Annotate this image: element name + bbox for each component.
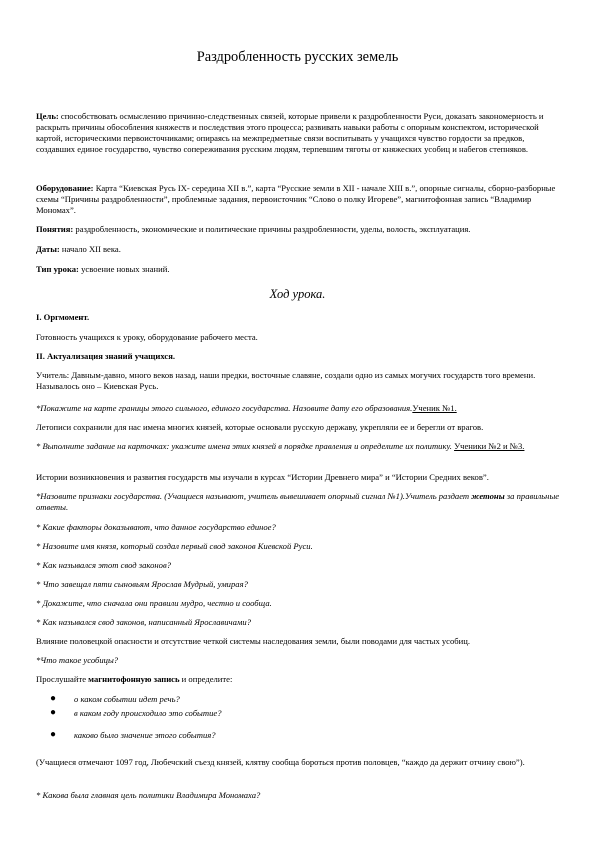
goal-label: Цель: — [36, 111, 59, 121]
lyubech-paragraph: (Учащиеся отмечают 1097 год, Любечский съезд князей, клятву сообща бороться против половцев, “каждо да держит отчину свою”). — [36, 757, 525, 767]
page-title: Раздробленность русских земель — [196, 49, 399, 65]
map-task-paragraph — [36, 403, 561, 414]
students-2-3-label: Ученики №2 и №3. — [454, 441, 525, 451]
chronicles-paragraph: Летописи сохранили для нас имена многих князей, которые основали русскую державу, укрепляли ее и берегли от врагов. — [36, 422, 484, 432]
question-5: * Докажите, что сначала они правили мудро, честно и сообща. — [36, 598, 272, 608]
equipment-paragraph — [36, 183, 561, 216]
section-orgmoment-text: Готовность учащихся к уроку, оборудование рабочего места. — [36, 332, 258, 342]
section-orgmoment-heading: I. Оргмомент. — [36, 312, 90, 322]
lesson-type-label: Тип урока: — [36, 264, 79, 274]
question-2: * Назовите имя князя, который создал первый свод законов Киевской Руси. — [36, 541, 313, 551]
document-page: Раздробленность русских земель Цель: способствовать осмыслению причинно-следственных связей, которые привели к раздробленности Руси, доказать закономерность и раскрыть причины обособления княжеств и последствия этого процесса; развивать навыки работы с опорным конспектом, исторической картой, историческими первоисточниками; опираясь на межпредметные связи воспитывать у учащихся чувство гордости за предков, создавших единое государство, чувство сопереживания русским людям, терпевшим тяготы от княжеских усобиц и набегов степняков. Оборудование: Карта “Киевская Русь IX- середина XII в.”, карта “Русские земли в XII - начале XIII в.”, опорные сигналы, сборно-разборные схемы “Причины раздробленности”, проблемные задания, первоисточник “Слово о полку Игореве”, магнитофонная запись “Владимир Мономах”. Понятия: раздробленность, экономические и политические причины раздробленности, уделы, волость, эксплуатация. Даты: начало XII века. Тип урока: усвоение новых знаний. Ход урока. I. Оргмомент. Готовность учащихся к уроку, оборудование рабочего места. II. Актуализация знаний учащихся. Учитель: Давным-давно, много веков назад, наши предки, восточные славяне, создали одно из самых могучих государств того времени. Называлось оно – Киевская Русь. *Покажите на карте границы этого сильного, единого государства. Назовите дату его образования.Ученик №1. Летописи сохранили для нас имена многих князей, которые основали русскую державу, укрепляли ее и берегли от врагов. * Выполните задание на карточках: укажите имена этих князей в порядке правления и определите их политику. Ученики №2 и №3. Истории возникновения и развития государств мы изучали в курсах “Истории Древнего мира” и “Истории Средних веков”. *Назовите признаки государства. (Учащиеся называют, учитель вывешивает опорный сигнал №1).Учитель раздает жетоны за правильные ответы. * Какие факторы доказывают, что данное государство единое? * Назовите имя князя, который создал первый свод законов Киевской Руси. * Как назывался этот свод законов? * Что завещал пяти сыновьям Ярослав Мудрый, умирая? * Докажите, что сначала они правили мудро, честно и сообща. * Как назывался свод законов, написанный Ярославичами? Влияние половецкой опасности и отсутствие четкой системы наследования земли, были поводами для частых усобиц. *Что такое усобицы? Прослушайте магнитофонную запись и определите: ● о каком событии идет речь? ● в каком году происходило это событие? ● каково было значение этого события? (Учащиеся отмечают 1097 год, Любечский съезд князей, клятву сообща бороться против половцев, “каждо да держит отчину свою”). * Какова была главная цель политики Владимира Мономаха? — [0, 0, 595, 842]
cards-task-text: * Выполните задание на карточках: укажите имена этих князей в порядке правления и определите их политику. — [36, 441, 452, 451]
goal-text: способствовать осмыслению причинно-следственных связей, которые привели к раздробленности Руси, доказать закономерность и раскрыть причины обособления княжеств и последствия этого процесса; развивать навыки работы с опорным конспектом, исторической картой, историческими первоисточниками; опираясь на межпредметные связи воспитывать у учащихся чувство гордости за предков, создавших единое государство, чувство сопереживания русским людям, терпевшим тяготы от княжеских усобиц и набегов степняков. — [36, 111, 544, 154]
question-3: * Как назывался этот свод законов? — [36, 560, 171, 570]
equipment-text: Карта “Киевская Русь IX- середина XII в.”, карта “Русские земли в XII - начале XIII в.”, опорные сигналы, сборно-разборные схемы “Причины раздробленности”, проблемные задания, первоисточник “Слово о полку Игореве”, магнитофонная запись “Владимир Мономах”. — [36, 183, 556, 215]
question-4: * Что завещал пяти сыновьям Ярослав Мудрый, умирая? — [36, 579, 248, 589]
question-6: * Как назывался свод законов, написанный Ярославичами? — [36, 617, 252, 627]
map-task-text: *Покажите на карте границы этого сильного, единого государства. Назовите дату его образования. — [36, 403, 413, 413]
listen-paragraph: Прослушайте магнитофонную запись и определите: — [36, 674, 233, 684]
monomakh-question: * Какова была главная цель политики Владимира Мономаха? — [36, 790, 261, 800]
concepts-paragraph — [36, 224, 561, 235]
tokens-word: жетоны — [471, 491, 505, 501]
dates-label: Даты: — [36, 244, 60, 254]
strife-question: *Что такое усобицы? — [36, 655, 119, 665]
goal-paragraph — [36, 111, 561, 155]
bullet-icon: ● — [50, 729, 57, 740]
signs-task-paragraph: *Назовите признаки государства. (Учащиеся называют, учитель вывешивает опорный сигнал №1).Учитель раздает жетоны за правильные ответы. — [36, 491, 560, 512]
equipment-label: Оборудование: — [36, 183, 94, 193]
history-paragraph: Истории возникновения и развития государств мы изучали в курсах “Истории Древнего мира” и “Истории Средних веков”. — [36, 472, 489, 482]
dates-paragraph — [36, 244, 561, 255]
question-1: * Какие факторы доказывают, что данное государство единое? — [36, 522, 276, 532]
concepts-text: раздробленность, экономические и политические причины раздробленности, уделы, волость, эксплуатация. — [73, 224, 471, 234]
bullet-icon: ● — [50, 707, 57, 718]
tape-recording-word: магнитофонную запись — [88, 674, 180, 684]
teacher-paragraph: Учитель: Давным-давно, много веков назад, наши предки, восточные славяне, создали одно из самых могучих государств того времени. Называлось оно – Киевская Русь. — [36, 370, 536, 391]
lesson-type-text: усвоение новых знаний. — [78, 264, 170, 274]
student-1-label: Ученик №1. — [412, 403, 457, 413]
concepts-label: Понятия: — [36, 224, 74, 234]
dates-text: начало XII века. — [59, 244, 121, 254]
lesson-type-paragraph — [36, 264, 561, 275]
bullet-icon: ● — [50, 693, 57, 704]
cards-task-paragraph — [36, 441, 561, 452]
section-actualization-heading: II. Актуализация знаний учащихся. — [36, 351, 176, 361]
course-heading: Ход урока. — [269, 287, 326, 301]
polovtsy-paragraph: Влияние половецкой опасности и отсутствие четкой системы наследования земли, были поводами для частых усобиц. — [36, 636, 471, 646]
